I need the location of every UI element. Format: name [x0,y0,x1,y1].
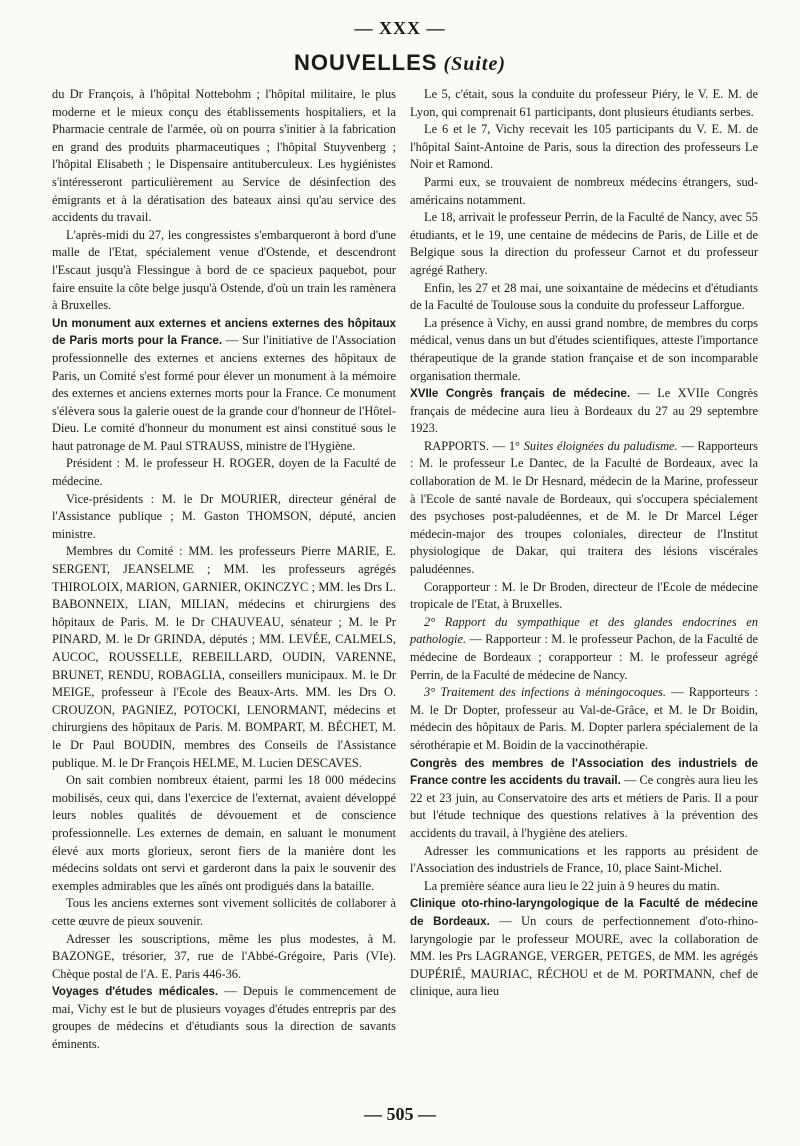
paragraph [410,614,758,684]
paragraph: Vice-présidents : M. le Dr MOURIER, directeur général de l'Assistance publique ; M. Gaston THOMSON, député, ancien ministre. [52,491,396,541]
news-heading: Clinique oto-rhino-laryngologique de la Faculté de médecine de Bordeaux. [410,897,758,928]
news-item-congres [410,385,758,438]
paragraph: On sait combien nombreux étaient, parmi les 18 000 médecins mobilisés, ceux qui, dans l'exercice de l'externat, avaient développé leurs nobles qualités de dévouement et de conscience professionnelle. Les externes de demain, en saluant le monument élevé aux morts glorieux, seront fiers de la manière dont les médecins soldats ont servi et garderont dans la paix le souvenir des exemples admirables que les aînés ont prodigués dans la bataille. [52,773,396,893]
rapport-topic: 2° Rapport du sympathique et des glandes endocrines en pathologie. [410,614,758,647]
news-body: — Un cours de perfectionnement d'oto-rhino-laryngologie par le professeur MOURE, avec la collaboration de MM. les Prs LAGRANGE, VERGER, PETGES, de MM. les agrégés DUPÉRIÉ, MAURIAC, RÉCHOU et de M. PORTMANN, chef de clinique, aura lieu [410,913,758,999]
paragraph: Corapporteur : M. le Dr Broden, directeur de l'Ecole de médecine tropicale de l'Etat, à Bruxelles. [410,579,758,612]
rapport-body: — Rapporteur : M. le professeur Pachon, de la Faculté de médecine de Bordeaux ; corapporteur : M. le professeur agrégé Perrin, de la Faculté de médecine de Nancy. [410,632,758,682]
roman-page-number: — XXX — [354,18,446,38]
news-heading: Un monument aux externes et anciens externes des hôpitaux de Paris morts pour la France. [52,316,396,348]
news-heading: Congrès des membres de l'Association des industriels de France contre les accidents du travail. [410,756,758,788]
left-column [52,86,396,1054]
paragraph: La première séance aura lieu le 22 juin à 9 heures du matin. [424,878,720,893]
rapports-topic: Suites éloignées du paludisme. [523,438,678,453]
news-item-industriels [410,755,758,843]
news-body: — Depuis le commencement de mai, Vichy est le but de plusieurs voyages d'études entrepris par des groupes de médecins et d'étudiants sous la direction de savants éminents. [52,984,396,1052]
paragraph: Parmi eux, se trouvaient de nombreux médecins étrangers, sud-américains notamment. [410,174,758,207]
rapports-body: — Rapporteurs : M. le professeur Le Dantec, de la Faculté de Bordeaux, avec la collaboration de M. le Dr Hesnard, médecin de la Marine, professeur à l'Ecole de santé navale de Bordeaux, qui s'occupera spécialement des psychoses post-paludéennes, et de M. le Dr Marcel Léger médecin-major des troupes coloniales, directeur de l'Institut physiologique de Dakar, qui traitera des lésions viscérales paludéennes. [410,438,758,577]
rapports-sep: — 1° [489,438,524,453]
paragraph: Le 5, c'était, sous la conduite du professeur Piéry, le V. E. M. de Lyon, qui comprenait 61 participants, dont plusieurs étudiants serbes. [410,87,758,119]
paragraph: L'après-midi du 27, les congressistes s'embarqueront à bord d'une malle de l'Etat, spécialement venue d'Ostende, et descendront l'Escaut jusqu'à Flessingue à bord de ce spacieux paquebot, pour faire ensuite la côte belge jusqu'à Ostende, d'où un train les ramènera à Bruxelles. [52,227,396,313]
paragraph [410,438,758,579]
news-item-voyages [52,983,396,1053]
paragraph: Adresser les souscriptions, même les plus modestes, à M. BAZONGE, trésorier, 37, rue de l'Abbé-Grégoire, Paris (VIe). Chèque postal de l'A. E. Paris 446-36. [52,931,396,981]
rapport-topic: 3° Traitement des infections à méningocoques. [424,685,666,700]
paragraph: Adresser les communications et les rapports au président de l'Association des industriels de France, 10, place Saint-Michel. [410,843,758,876]
paragraph: Enfin, les 27 et 28 mai, une soixantaine de médecins et d'étudiants de la Faculté de Toulouse sous la conduite du professeur Lafforgue. [410,280,758,313]
rapport-body: — Rapporteurs : M. le Dr Dopter, professeur au Val-de-Grâce, et M. le Dr Boidin, médecin des hôpitaux de Paris. M. Dopter parlera spécialement de la sérothérapie et M. Boidin de la vaccinothérapie. [410,685,758,752]
paragraph: du Dr François, à l'hôpital Nottebohm ; l'hôpital militaire, le plus moderne et le mieux conçu des établissements hospitaliers, et la Pharmacie centrale de l'armée, où on pourra s'initier à la fabrication en grand des produits pharmaceutiques ; l'hôpital Stuyvenberg ; l'hôpital Elisabeth ; le Dispensaire antituberculeux. Les hygiénistes s'intéresseront particulièrement au Service de désinfection des émigrants et à la dératisation des bateaux ainsi qu'au service des accidents du travail. [52,87,396,225]
paragraph: Membres du Comité : MM. les professeurs Pierre MARIE, E. SERGENT, JEANSELME ; MM. les professeurs agrégés THIROLOIX, MARION, GARNIER, OKINCZYC ; MM. les Drs L. BABONNEIX, LIAN, MILIAN, médecins et chirurgiens des hôpitaux de Paris. M. le Dr CHAUVEAU, sénateur ; M. le Pr PINARD, M. le Dr GRINDA, députés ; MM. LEVÉE, CALMELS, AUCOC, ROUSSELLE, REBEILLARD, OUDIN, VARENNE, BRUNET, RENDU, ROBAGLIA, conseillers municipaux. M. le Dr MEIGE, professeur à l'Ecole des Beaux-Arts. MM. les Drs O. CROUZON, PAGNIEZ, POTOCKI, LENORMANT, médecins et chirurgiens des hôpitaux de Paris. M. BOMPART, M. BÉCHET, M. le Dr Paul BOUDIN, membres des Conseils de l'Assistance publique. M. le Dr François HELME, M. Lucien DESCAVES. [52,544,396,770]
page-number: — 505 — [364,1104,436,1124]
paragraph: Le 6 et le 7, Vichy recevait les 105 participants du V. E. M. de l'hôpital Saint-Antoine de Paris, sous la direction des professeurs Le Noir et Ramond. [410,122,758,172]
news-body: — Le XVIIe Congrès français de médecine aura lieu à Bordeaux du 27 au 29 septembre 1923. [410,386,758,436]
news-heading: Voyages d'études médicales. [52,985,219,999]
news-body: — Ce congrès aura lieu les 22 et 23 juin, au Conservatoire des arts et métiers de Paris. Il a pour but l'étude technique des questions relatives à la prévention des accidents du travail, à l'hygiène des ateliers. [410,773,758,840]
paragraph [410,684,758,754]
right-column [410,86,758,1001]
news-item-monument [52,315,396,456]
news-item-clinique [410,895,758,1001]
section-title-suffix: (Suite) [443,53,507,75]
paragraph: Le 18, arrivait le professeur Perrin, de la Faculté de Nancy, avec 55 étudiants, et le 19, une centaine de médecins de Paris, de Lille et de Belgique sous la direction du professeur Carnot et du professeur agrégé Rathery. [410,210,758,277]
rapports-label: RAPPORTS. [424,438,490,453]
paragraph: Président : M. le professeur H. ROGER, doyen de la Faculté de médecine. [52,456,396,489]
section-title [0,50,800,76]
news-heading: XVIIe Congrès français de médecine. [410,387,631,401]
section-title-text: NOUVELLES [293,50,438,75]
news-body: — Sur l'initiative de l'Association professionnelle des externes et anciens externes des hôpitaux de Paris, un Comité s'est formé pour élever un monument à la mémoire des externes et anciens externes morts pour la France. Ce monument s'élèvera sous la galerie ouest de la grande cour d'honneur de l'Hôtel-Dieu. Le comité d'honneur du monument est ainsi constitué sous le haut patronage de M. Paul STRAUSS, ministre de l'Hygiène. [52,333,396,453]
paragraph: La présence à Vichy, en aussi grand nombre, de membres du corps médical, venus dans un but d'études scientifiques, atteste l'importance thérapeutique de la grande station française et de son incomparable organisation thermale. [410,315,758,383]
paragraph: Tous les anciens externes sont vivement sollicités de collaborer à cette œuvre de pieux souvenir. [52,896,396,928]
